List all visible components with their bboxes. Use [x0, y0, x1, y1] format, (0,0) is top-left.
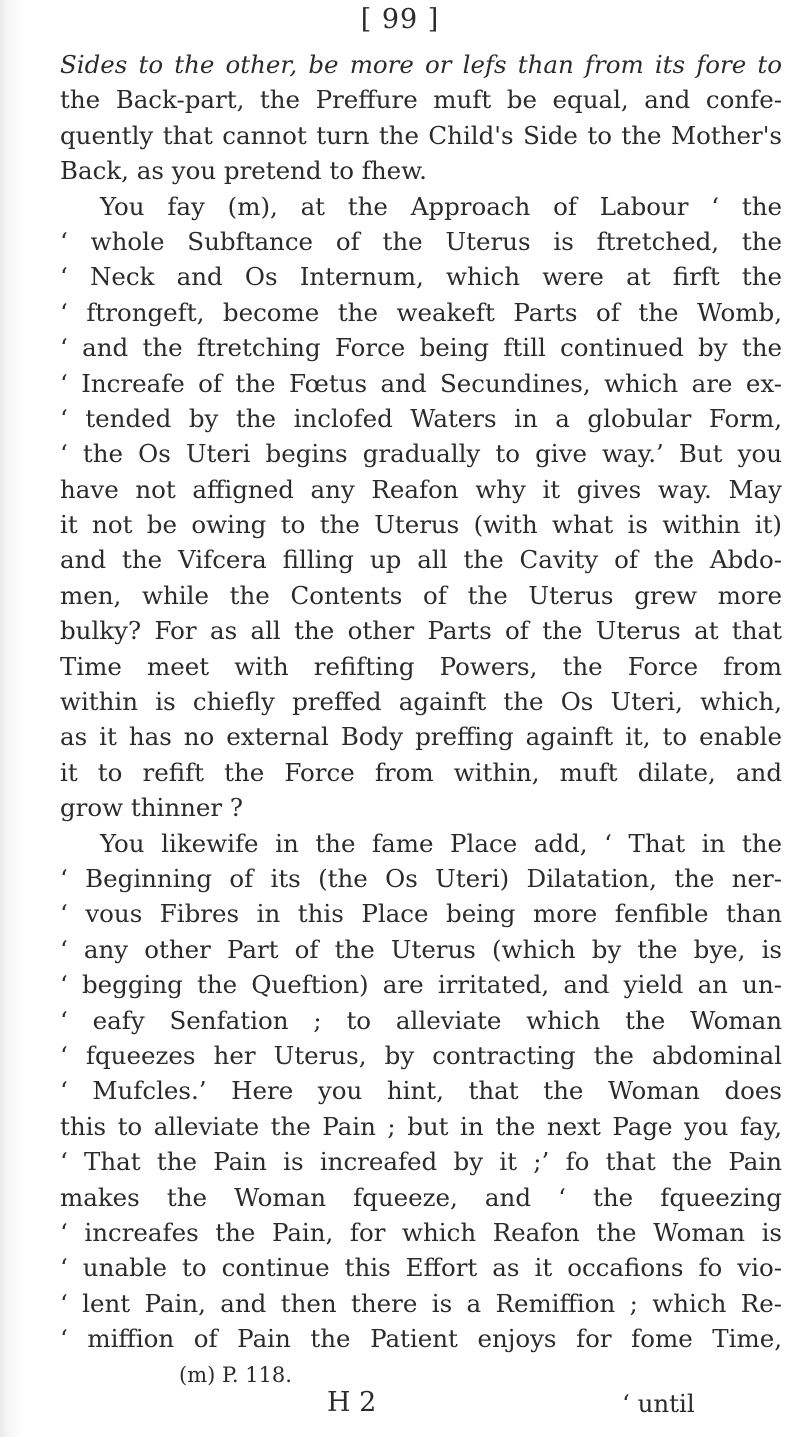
body-text: [60, 47, 782, 1356]
catchword: ‘ until: [622, 1389, 695, 1418]
signature-mark: H 2: [327, 1387, 377, 1418]
text-line: ‘ That the Pain is increafed by it ;’ fo that the Pain: [60, 1147, 782, 1177]
footnote: (m) P. 118.: [179, 1363, 292, 1387]
text-line: Back, as you pretend to fhew.: [60, 156, 427, 186]
text-line: bulky? For as all the other Parts of the Uterus at that: [60, 616, 782, 646]
text-line: men, while the Contents of the Uterus grew more: [60, 580, 782, 610]
text-line: ‘ the Os Uteri begins gradually to give way.’ But you: [60, 439, 782, 469]
text-line: ‘ miffion of Pain the Patient enjoys for fome Time,: [60, 1324, 782, 1354]
text-line: ‘ Neck and Os Internum, which were at firft the: [60, 262, 782, 292]
text-line: ‘ and the ftretching Force being ftill continued by the: [60, 333, 782, 363]
text-line: ‘ vous Fibres in this Place being more fenfible than: [60, 899, 782, 929]
page-number: [ 99 ]: [360, 4, 440, 35]
text-line: Time meet with refifting Powers, the Force from: [60, 651, 782, 681]
text-line: have not affigned any Reafon why it gives way. May: [60, 474, 782, 504]
text-line: as it has no external Body preffing againft it, to enable: [60, 722, 782, 752]
text-line: it not be owing to the Uterus (with what is within it): [60, 510, 782, 540]
text-line: ‘ eafy Senfation ; to alleviate which the Woman: [60, 1005, 782, 1035]
text-line: ‘ begging the Queftion) are irritated, and yield an un-: [60, 970, 782, 1000]
text-line: ‘ ftrongeft, become the weakeft Parts of the Womb,: [60, 297, 782, 327]
text-line: ‘ unable to continue this Effort as it occafions fo vio-: [60, 1253, 782, 1283]
text-line: within is chiefly preffed againft the Os Uteri, which,: [60, 687, 782, 717]
text-line: makes the Woman fqueeze, and ‘ the fqueezing: [60, 1182, 782, 1212]
text-line: grow thinner ?: [60, 793, 244, 823]
text-line: ‘ Beginning of its (the Os Uteri) Dilatation, the ner-: [60, 863, 782, 893]
text-line: You likewife in the fame Place add, ‘ That in the: [100, 828, 782, 858]
text-line: and the Vifcera filling up all the Cavity of the Abdo-: [60, 545, 782, 575]
text-line: ‘ any other Part of the Uterus (which by the bye, is: [60, 934, 782, 964]
text-line: ‘ whole Subftance of the Uterus is ftretched, the: [60, 226, 782, 256]
text-line: Sides to the other, be more or lefs than from its fore to: [60, 50, 782, 79]
text-line: it to refift the Force from within, muft dilate, and: [60, 757, 782, 787]
text-line: quently that cannot turn the Child's Side to the Mother's: [60, 120, 782, 150]
text-line: ‘ tended by the inclofed Waters in a globular Form,: [60, 403, 782, 433]
text-line: You fay (m), at the Approach of Labour ‘ the: [100, 191, 782, 221]
text-line: ‘ increafes the Pain, for which Reafon the Woman is: [60, 1217, 782, 1247]
page-footer: [0, 1363, 800, 1433]
text-line: ‘ Mufcles.’ Here you hint, that the Woman does: [60, 1076, 782, 1106]
text-line: ‘ Increafe of the Fœtus and Secundines, which are ex-: [60, 368, 782, 398]
text-line: ‘ lent Pain, and then there is a Remiffion ; which Re-: [60, 1288, 782, 1318]
text-line: this to alleviate the Pain ; but in the next Page you fay,: [60, 1111, 782, 1141]
text-line: ‘ fqueezes her Uterus, by contracting the abdominal: [60, 1040, 782, 1070]
text-line: the Back-part, the Preffure muft be equal, and confe-: [60, 85, 782, 115]
